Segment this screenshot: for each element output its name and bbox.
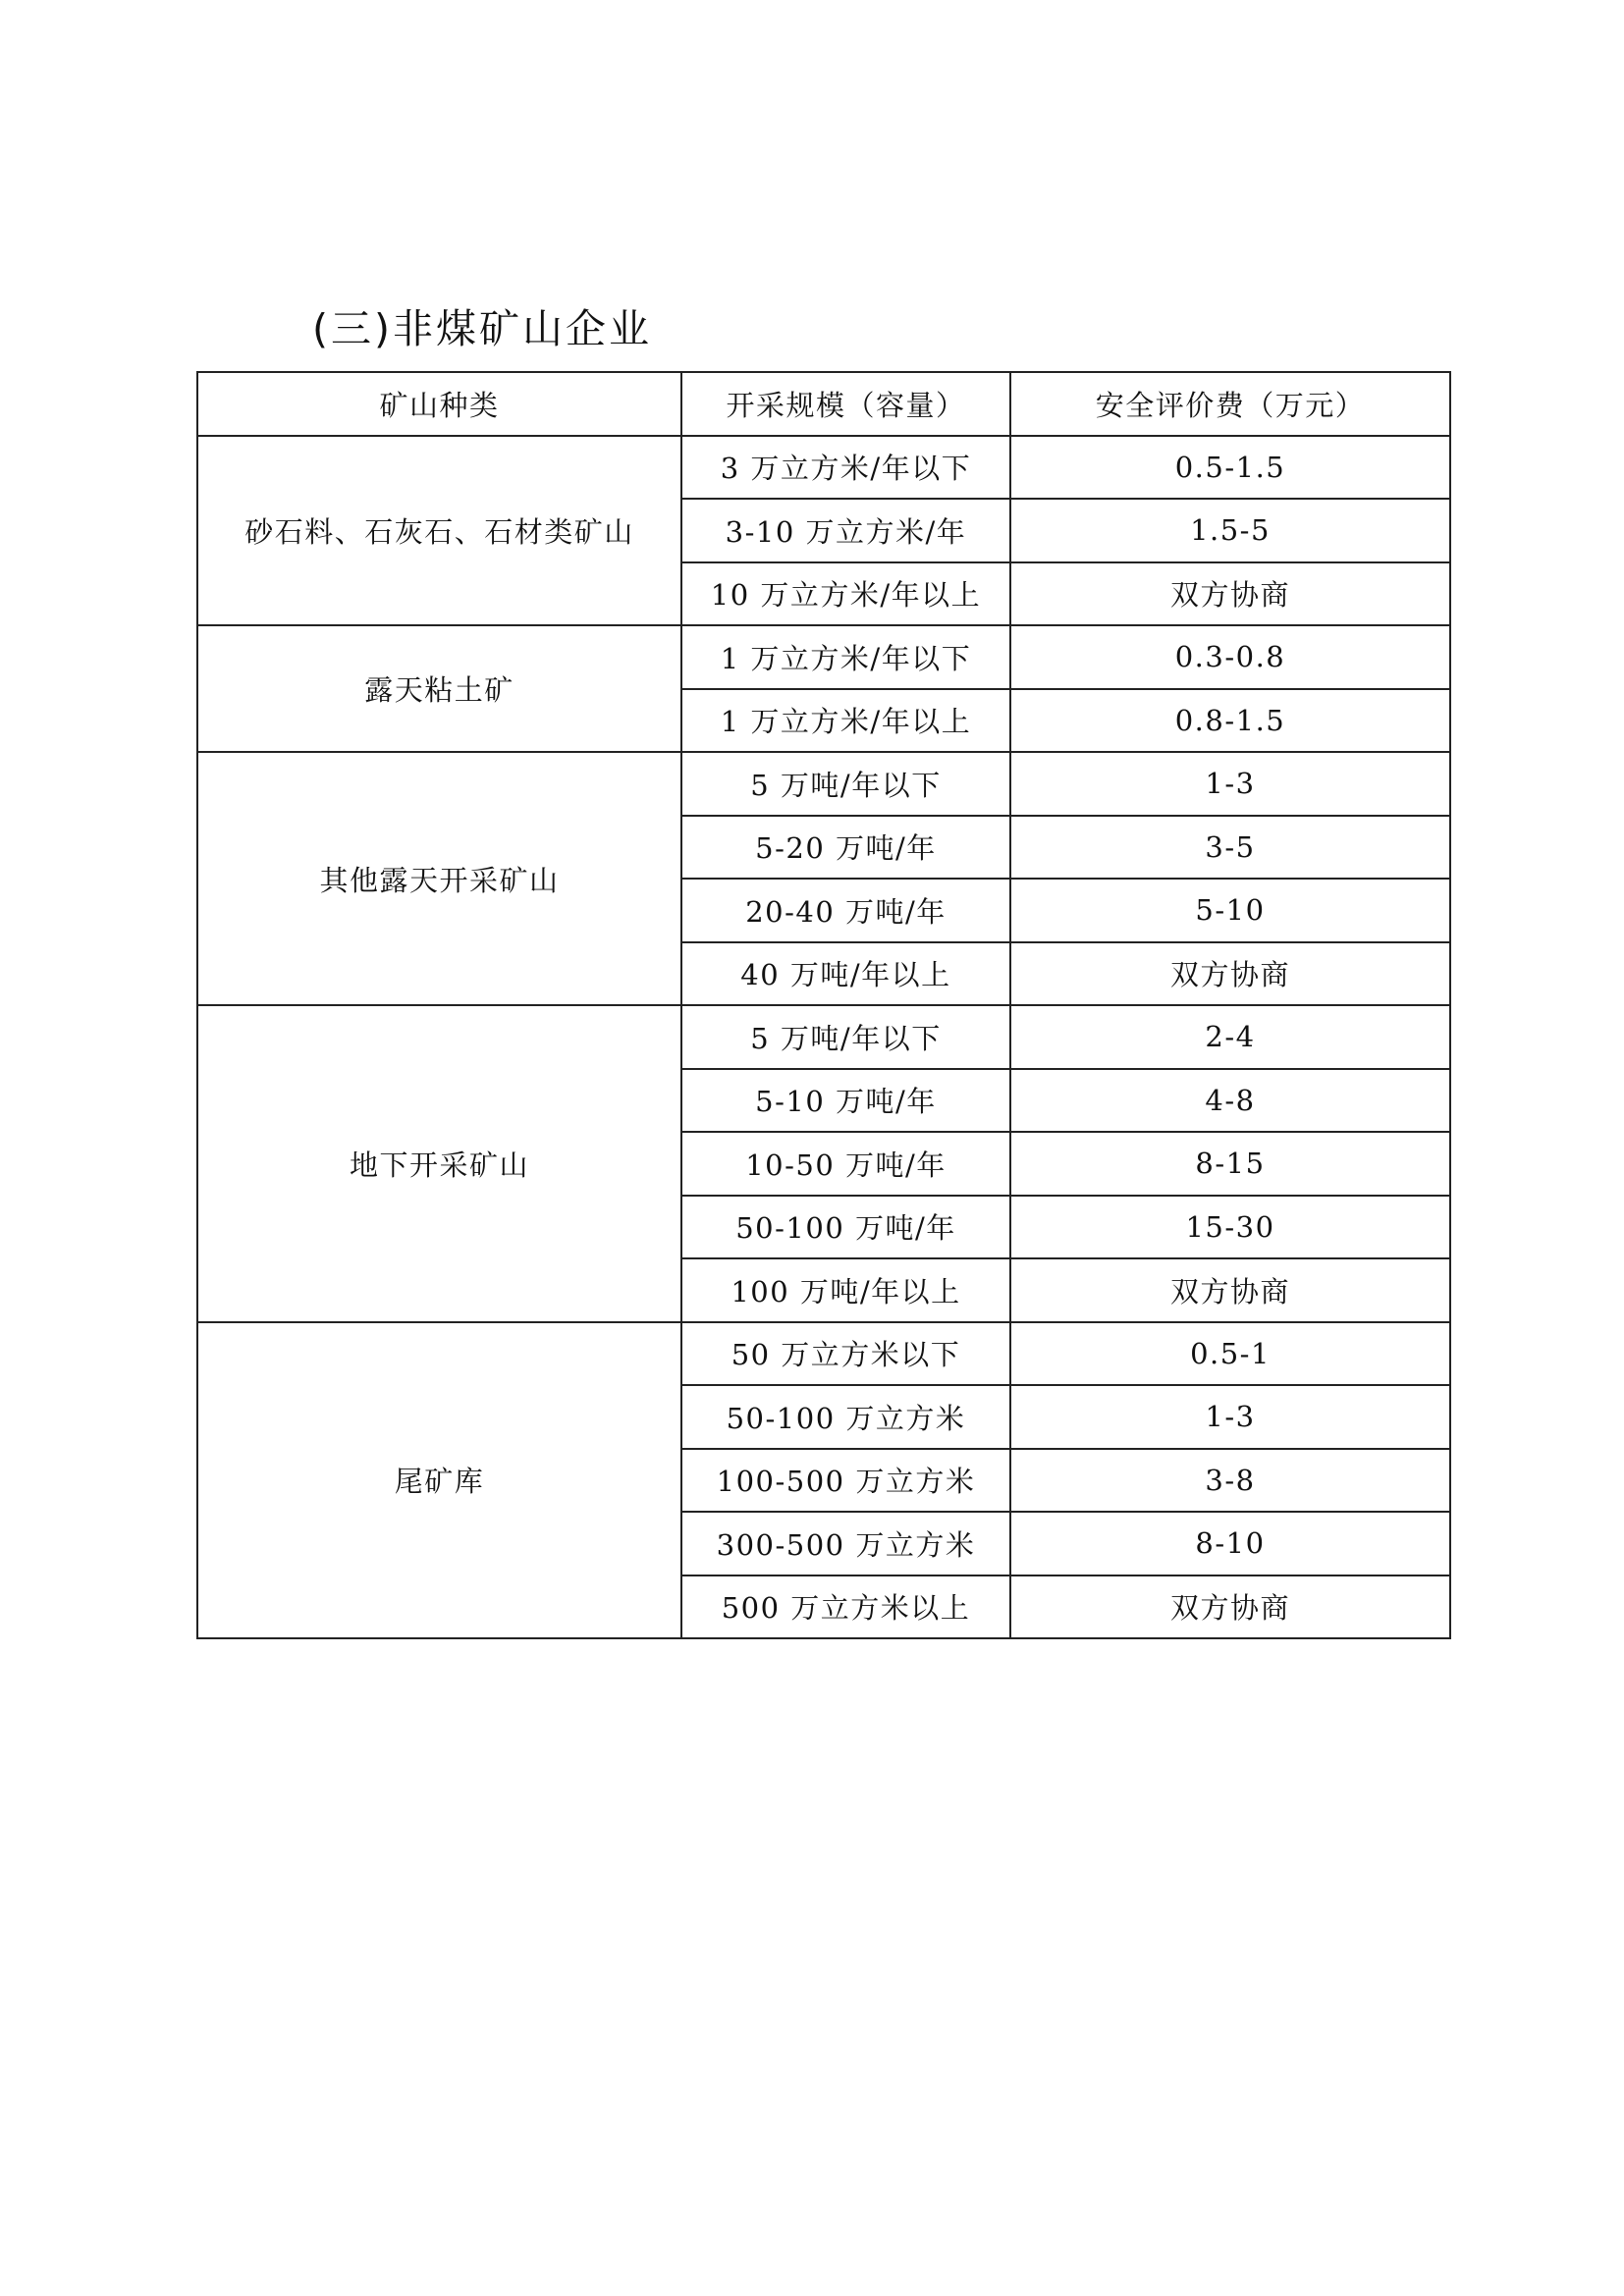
scale-cell: 100-500 万立方米 xyxy=(681,1449,1010,1513)
fee-cell: 3-8 xyxy=(1010,1449,1450,1513)
scale-cell: 3-10 万立方米/年 xyxy=(681,499,1010,562)
fee-cell: 5-10 xyxy=(1010,879,1450,942)
scale-cell: 1 万立方米/年以下 xyxy=(681,625,1010,689)
category-cell: 其他露天开采矿山 xyxy=(197,752,681,1005)
fee-cell: 1.5-5 xyxy=(1010,499,1450,562)
table-row xyxy=(197,1322,1450,1386)
scale-cell: 50 万立方米以下 xyxy=(681,1322,1010,1386)
table-row xyxy=(197,625,1450,689)
fee-cell: 3-5 xyxy=(1010,816,1450,880)
fee-cell: 双方协商 xyxy=(1010,562,1450,626)
scale-cell: 10 万立方米/年以上 xyxy=(681,562,1010,626)
table-row xyxy=(197,1005,1450,1069)
fee-cell: 0.8-1.5 xyxy=(1010,689,1450,753)
scale-cell: 20-40 万吨/年 xyxy=(681,879,1010,942)
scale-cell: 50-100 万立方米 xyxy=(681,1385,1010,1449)
category-cell: 尾矿库 xyxy=(197,1322,681,1639)
fee-cell: 1-3 xyxy=(1010,1385,1450,1449)
category-cell: 地下开采矿山 xyxy=(197,1005,681,1322)
section-title: (三)非煤矿山企业 xyxy=(312,305,652,352)
scale-cell: 5-10 万吨/年 xyxy=(681,1069,1010,1133)
scale-cell: 5-20 万吨/年 xyxy=(681,816,1010,880)
fee-cell: 8-15 xyxy=(1010,1132,1450,1196)
header-mining-scale: 开采规模（容量） xyxy=(681,372,1010,436)
fee-cell: 8-10 xyxy=(1010,1512,1450,1575)
safety-evaluation-fee-table xyxy=(196,371,1451,1639)
scale-cell: 500 万立方米以上 xyxy=(681,1575,1010,1639)
table-header-row xyxy=(197,372,1450,436)
table-row xyxy=(197,752,1450,816)
scale-cell: 10-50 万吨/年 xyxy=(681,1132,1010,1196)
scale-cell: 3 万立方米/年以下 xyxy=(681,436,1010,500)
scale-cell: 40 万吨/年以上 xyxy=(681,942,1010,1006)
fee-cell: 双方协商 xyxy=(1010,1258,1450,1322)
fee-cell: 双方协商 xyxy=(1010,942,1450,1006)
fee-cell: 双方协商 xyxy=(1010,1575,1450,1639)
fee-cell: 0.5-1.5 xyxy=(1010,436,1450,500)
fee-cell: 2-4 xyxy=(1010,1005,1450,1069)
table-row xyxy=(197,436,1450,500)
header-evaluation-fee: 安全评价费（万元） xyxy=(1010,372,1450,436)
fee-cell: 0.5-1 xyxy=(1010,1322,1450,1386)
scale-cell: 5 万吨/年以下 xyxy=(681,1005,1010,1069)
scale-cell: 5 万吨/年以下 xyxy=(681,752,1010,816)
fee-cell: 1-3 xyxy=(1010,752,1450,816)
scale-cell: 100 万吨/年以上 xyxy=(681,1258,1010,1322)
scale-cell: 50-100 万吨/年 xyxy=(681,1196,1010,1259)
fee-cell: 15-30 xyxy=(1010,1196,1450,1259)
fee-cell: 4-8 xyxy=(1010,1069,1450,1133)
scale-cell: 300-500 万立方米 xyxy=(681,1512,1010,1575)
category-cell: 砂石料、石灰石、石材类矿山 xyxy=(197,436,681,626)
fee-cell: 0.3-0.8 xyxy=(1010,625,1450,689)
category-cell: 露天粘土矿 xyxy=(197,625,681,752)
header-mine-type: 矿山种类 xyxy=(197,372,681,436)
scale-cell: 1 万立方米/年以上 xyxy=(681,689,1010,753)
